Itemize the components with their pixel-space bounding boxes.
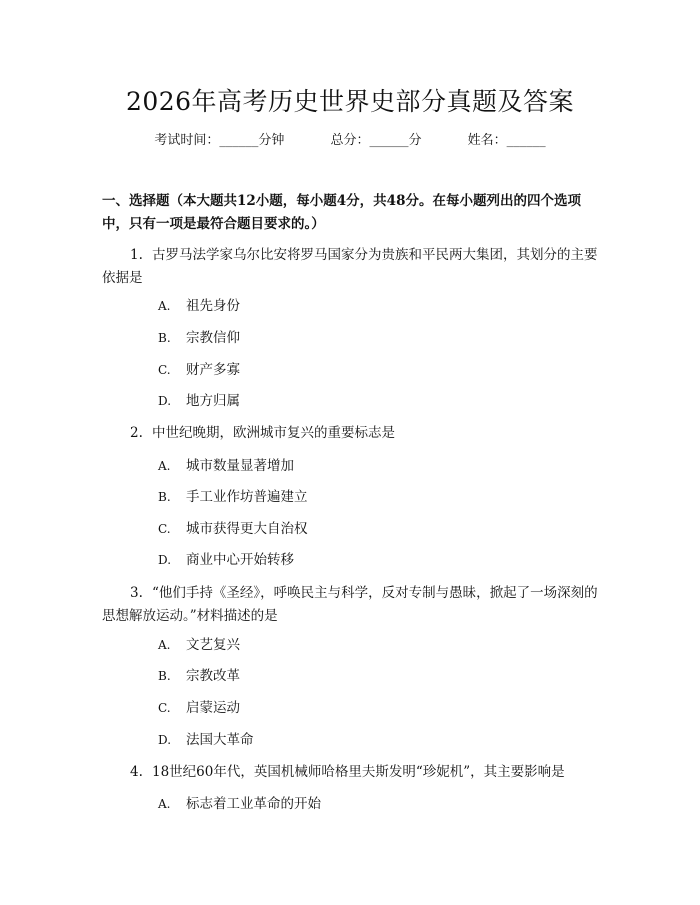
option-text: 城市获得更大自治权 xyxy=(186,521,308,537)
option-letter: C. xyxy=(158,522,171,536)
score-field: 总分：______分 xyxy=(330,133,422,148)
option-letter: D. xyxy=(158,394,172,408)
option-text: 宗教信仰 xyxy=(186,330,240,346)
option-letter: A. xyxy=(158,299,171,313)
option-letter: C. xyxy=(158,701,171,715)
option-2b xyxy=(158,487,308,507)
option-text: 城市数量显著增加 xyxy=(186,458,294,474)
option-letter: A. xyxy=(158,797,171,811)
option-3b xyxy=(158,666,240,686)
option-letter: C. xyxy=(158,363,171,377)
question-number: 1. xyxy=(130,247,143,263)
option-2c xyxy=(158,519,308,539)
question-number: 3. xyxy=(130,585,143,601)
option-text: 祖先身份 xyxy=(186,298,240,314)
option-3d xyxy=(158,730,254,750)
question-4 xyxy=(102,761,602,784)
option-1c xyxy=(158,360,240,380)
option-letter: A. xyxy=(158,459,171,473)
option-text: 启蒙运动 xyxy=(186,700,240,716)
option-text: 地方归属 xyxy=(186,393,240,409)
option-text: 宗教改革 xyxy=(186,668,240,684)
option-letter: D. xyxy=(158,733,172,747)
option-3a xyxy=(158,635,240,655)
option-2a xyxy=(158,456,294,476)
option-text: 标志着工业革命的开始 xyxy=(186,796,321,812)
question-stem: 中世纪晚期，欧洲城市复兴的重要标志是 xyxy=(152,425,395,441)
question-stem: 18世纪60年代，英国机械师哈格里夫斯发明“珍妮机”，其主要影响是 xyxy=(152,764,565,780)
option-letter: B. xyxy=(158,331,171,345)
question-1 xyxy=(102,244,602,290)
question-stem: 古罗马法学家乌尔比安将罗马国家分为贵族和平民两大集团，其划分的主要依据是 xyxy=(102,247,598,286)
name-field: 姓名：______ xyxy=(467,133,546,148)
exam-meta xyxy=(0,132,700,150)
option-1a xyxy=(158,296,240,316)
option-text: 法国大革命 xyxy=(186,732,254,748)
question-stem: “他们手持《圣经》，呼唤民主与科学，反对专制与愚昧，掀起了一场深刻的思想解放运动。”材料描述的是 xyxy=(102,585,598,624)
option-letter: D. xyxy=(158,553,172,567)
question-number: 2. xyxy=(130,425,143,441)
option-text: 商业中心开始转移 xyxy=(186,552,294,568)
time-field: 考试时间：______分钟 xyxy=(154,133,285,148)
page-title: 2026年高考历史世界史部分真题及答案 xyxy=(125,87,575,116)
question-3 xyxy=(102,582,602,628)
option-3c xyxy=(158,698,240,718)
question-2 xyxy=(102,422,602,445)
option-4a xyxy=(158,794,321,814)
option-text: 文艺复兴 xyxy=(186,637,240,653)
option-2d xyxy=(158,550,294,570)
option-1b xyxy=(158,328,240,348)
section-heading: 一、选择题（本大题共12小题，每小题4分，共48分。在每小题列出的四个选项中，只有一项是最符合题目要求的。） xyxy=(102,193,581,232)
option-letter: B. xyxy=(158,669,171,683)
option-letter: A. xyxy=(158,638,171,652)
option-1d xyxy=(158,391,240,411)
option-letter: B. xyxy=(158,490,171,504)
question-number: 4. xyxy=(130,764,143,780)
option-text: 手工业作坊普遍建立 xyxy=(186,489,308,505)
option-text: 财产多寡 xyxy=(186,362,240,378)
